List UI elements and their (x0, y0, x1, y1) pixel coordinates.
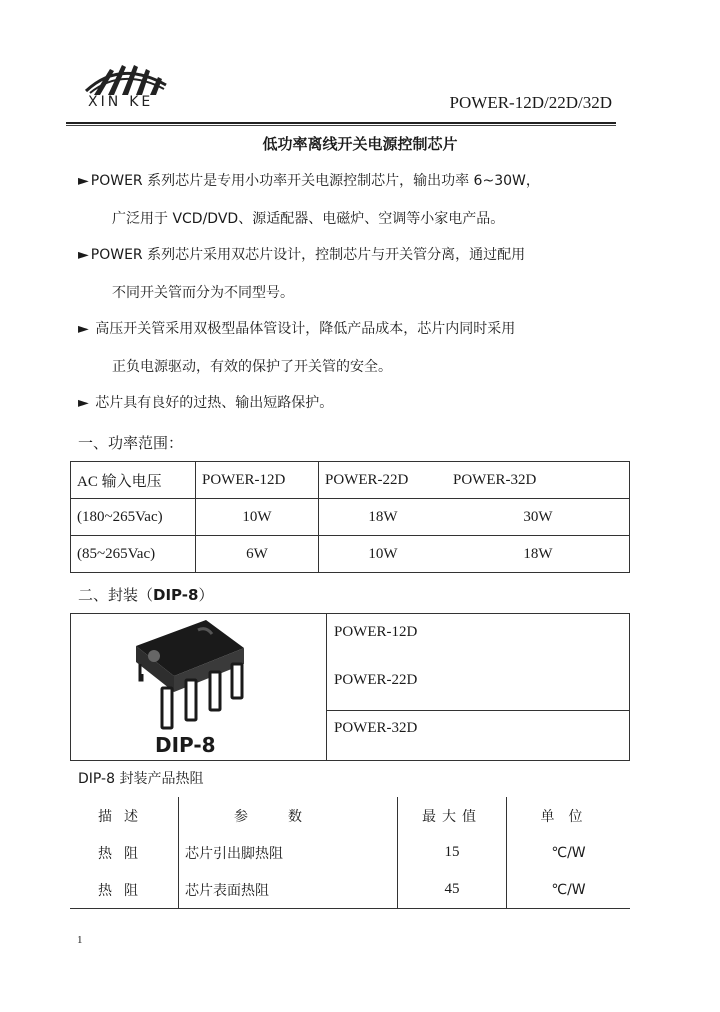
bullet-icon: ► (78, 321, 89, 337)
table-cell: ℃/W (507, 871, 631, 909)
feature-1-line-2: 广泛用于 VCD/DVD、源适配器、电磁炉、空调等小家电产品。 (112, 211, 505, 227)
section-power-range-title: 一、功率范围： (78, 434, 184, 452)
table-header-cell: 单位 (507, 797, 631, 834)
feature-3 (78, 310, 638, 386)
table-header-cell: AC 输入电压 (71, 462, 196, 499)
table-cell: 18W (319, 499, 448, 536)
thermal-caption: DIP-8 封装产品热阻 (78, 771, 204, 787)
table-cell: 热阻 (98, 882, 150, 899)
table-header-cell: 最大值 (398, 797, 507, 834)
table-header-row (70, 797, 630, 834)
section-package-name: DIP-8 (153, 586, 199, 604)
package-model-32d: POWER-32D (334, 720, 418, 736)
package-divider (326, 710, 630, 711)
package-model-12d: POWER-12D (334, 624, 418, 640)
section-package-prefix: 二、封装（ (78, 586, 154, 604)
logo-word-1: XIN (88, 94, 122, 110)
table-header-cell: 描述 (98, 808, 150, 825)
table-cell: 18W (447, 536, 630, 573)
table-cell: 30W (447, 499, 630, 536)
header-rule (66, 122, 616, 124)
table-cell: (85~265Vac) (71, 536, 196, 573)
table-cell: 热阻 (98, 845, 150, 862)
header-rule-thin (66, 125, 616, 126)
feature-4-line-1: 芯片具有良好的过热、输出短路保护。 (90, 395, 334, 411)
table-row (71, 499, 630, 536)
document-title: 低功率离线开关电源控制芯片 (262, 135, 458, 153)
bullet-icon: ► (78, 173, 89, 189)
table-header-row (71, 462, 630, 499)
section-package-title (78, 584, 213, 605)
table-cell: 6W (196, 536, 319, 573)
table-cell: 10W (196, 499, 319, 536)
feature-3-line-2: 正负电源驱动，有效的保护了开关管的安全。 (112, 359, 392, 375)
logo-word-2: KE (129, 94, 154, 110)
package-divider (326, 613, 327, 761)
table-header-cell: POWER-12D (196, 462, 319, 499)
dip8-label: DIP-8 (155, 733, 216, 757)
table-cell: (180~265Vac) (71, 499, 196, 536)
table-cell: 45 (398, 871, 507, 909)
table-header-cell: 参数 (179, 797, 398, 834)
power-range-table (70, 461, 630, 573)
table-cell: 15 (398, 834, 507, 871)
package-model-22d: POWER-22D (334, 672, 418, 688)
table-header-cell: POWER-22D (319, 462, 448, 499)
feature-1-line-1: POWER 系列芯片是专用小功率开关电源控制芯片，输出功率 6~30W， (90, 173, 540, 189)
feature-4 (78, 384, 638, 422)
table-row (70, 834, 630, 871)
table-row (70, 871, 630, 909)
bullet-icon: ► (78, 247, 89, 263)
dip8-chip-image (126, 618, 246, 736)
table-header-cell: POWER-32D (447, 462, 630, 499)
thermal-resistance-table (70, 797, 630, 909)
bullet-icon: ► (78, 395, 89, 411)
logo-text (88, 94, 161, 110)
page-number: 1 (77, 934, 83, 946)
feature-1 (78, 162, 638, 238)
section-package-suffix: ） (198, 586, 214, 604)
feature-2 (78, 236, 638, 312)
table-cell: 10W (319, 536, 448, 573)
feature-2-line-1: POWER 系列芯片采用双芯片设计，控制芯片与开关管分离，通过配用 (90, 247, 526, 263)
model-title: POWER-12D/22D/32D (449, 93, 612, 112)
feature-2-line-2: 不同开关管而分为不同型号。 (112, 285, 294, 301)
table-cell: 芯片引出脚热阻 (179, 834, 398, 871)
feature-3-line-1: 高压开关管采用双极型晶体管设计，降低产品成本，芯片内同时采用 (90, 321, 516, 337)
table-cell: 芯片表面热阻 (179, 871, 398, 909)
table-cell: ℃/W (507, 834, 631, 871)
table-row (71, 536, 630, 573)
